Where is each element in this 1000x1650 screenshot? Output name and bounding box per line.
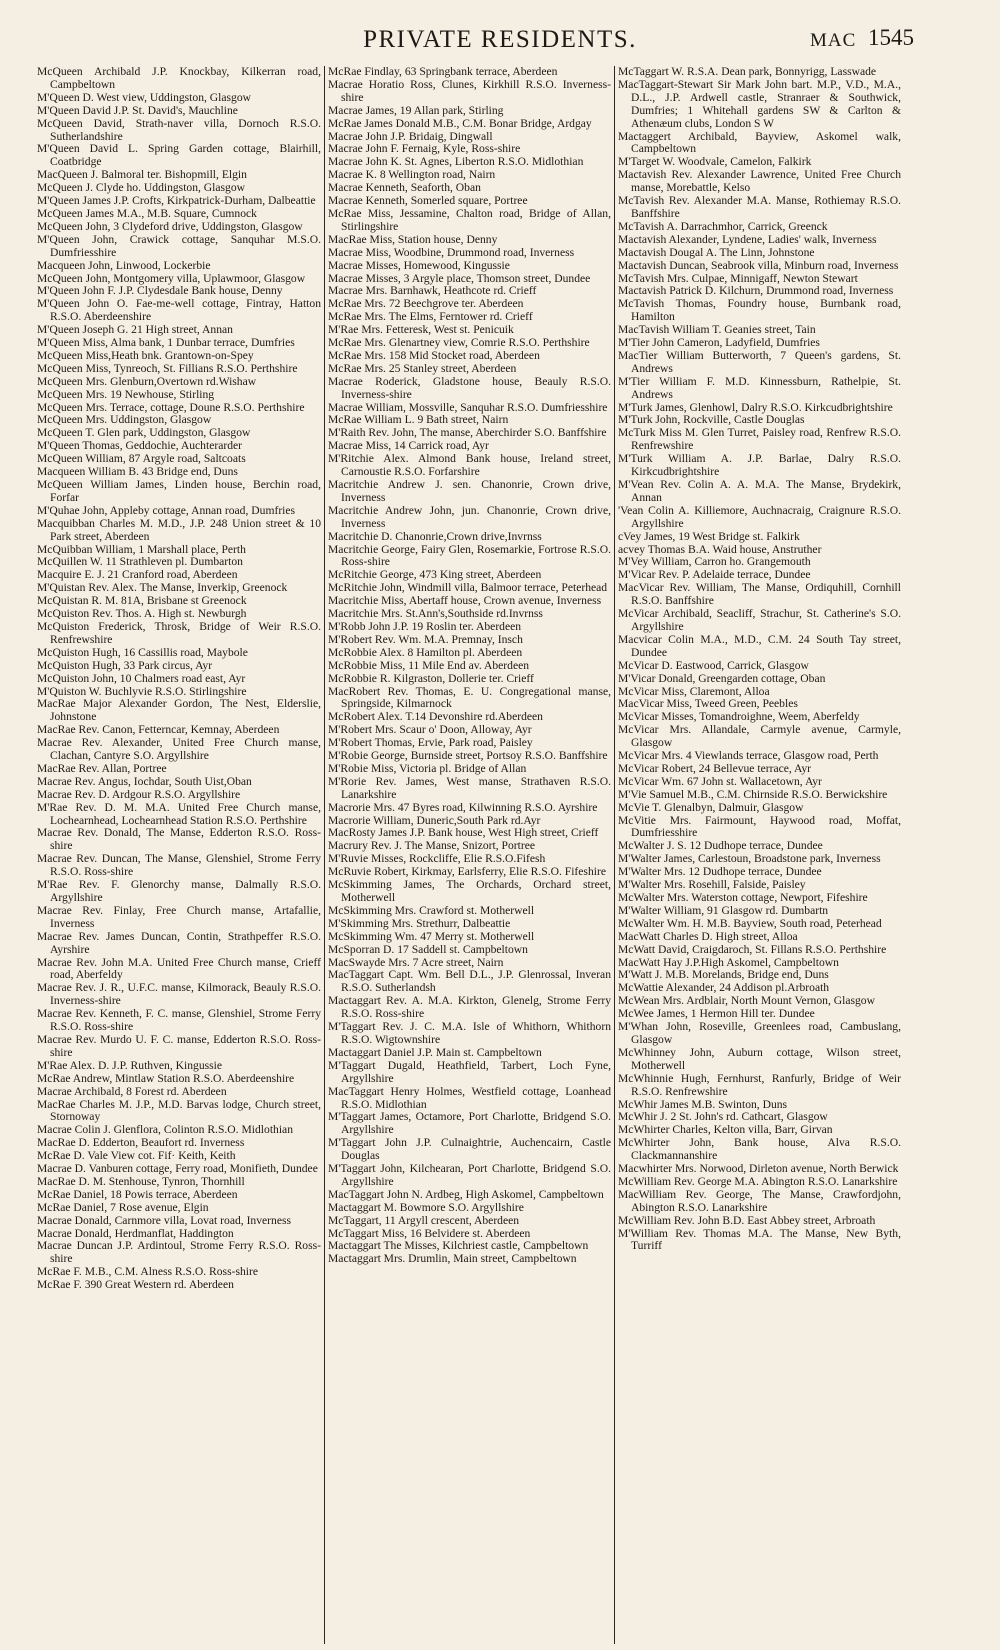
resident-entry: MacWilliam Rev. George, The Manse, Crawfordjohn, Abington R.S.O. Lanarkshire	[618, 1187, 901, 1214]
resident-entry: McRae Mrs. Glenartney view, Comrie R.S.O. Perthshire	[328, 336, 590, 350]
resident-entry: McRae Andrew, Mintlaw Station R.S.O. Aberdeenshire	[37, 1071, 295, 1085]
resident-entry: Macvicar Colin M.A., M.D., C.M. 24 South Tay street, Dundee	[618, 632, 901, 659]
resident-entry: M'Quhae John, Appleby cottage, Annan road, Dumfries	[37, 503, 296, 517]
resident-entry: Macritchie Andrew J. sen. Chanonrie, Crown drive, Inverness	[328, 478, 611, 504]
resident-entry: MacTaggart Henry Holmes, Westfield cottage, Loanhead R.S.O. Midlothian	[328, 1084, 611, 1111]
resident-entry: Mactaggart Daniel J.P. Main st. Campbeltown	[328, 1045, 542, 1059]
resident-entry: McWean Mrs. Ardblair, North Mount Vernon, Glasgow	[618, 994, 875, 1008]
resident-entry: Macrury Rev. J. The Manse, Snizort, Portree	[328, 839, 536, 853]
resident-entry: M'Walter James, Carlestoun, Broadstone park, Inverness	[618, 852, 881, 866]
resident-entry: MacRae Charles M. J.P., M.D. Barvas lodge, Church street, Stornoway	[37, 1097, 321, 1124]
resident-entry: M'Ritchie Alex. Almond Bank house, Ireland street, Carnoustie R.S.O. Forfarshire	[328, 452, 611, 479]
resident-entry: Mactavish Duncan, Seabrook villa, Minburn road, Inverness	[618, 258, 899, 272]
resident-entry: M'Queen John, Crawick cottage, Sanquhar M.S.O. Dumfriesshire	[37, 232, 321, 259]
resident-entry: M'Taggart James, Octamore, Port Charlotte, Bridgend S.O. Argyllshire	[328, 1110, 611, 1137]
resident-entry: M'Walter William, 91 Glasgow rd. Dumbartn	[618, 903, 829, 917]
resident-entry: McRae Mrs. 72 Beechgrove ter. Aberdeen	[328, 297, 524, 311]
resident-entry: McRae Mrs. 25 Stanley street, Aberdeen	[328, 361, 517, 375]
resident-entry: McQueen Mrs. 19 Newhouse, Stirling	[37, 387, 215, 401]
resident-entry: M'Queen David J.P. St. David's, Mauchline	[37, 103, 238, 117]
resident-entry: McWhinney John, Auburn cottage, Wilson street, Motherwell	[618, 1045, 901, 1072]
resident-entry: Mactavish Dougal A. The Linn, Johnstone	[618, 245, 815, 259]
resident-entry: Macrae Horatio Ross, Clunes, Kirkhill R.S.O. Inverness-shire	[328, 77, 611, 104]
resident-entry: McSkimming James, The Orchards, Orchard street, Motherwell	[328, 878, 611, 904]
resident-entry: Macrae James, 19 Allan park, Stirling	[328, 103, 504, 117]
resident-entry: Macrae Misses, 3 Argyle place, Thomson street, Dundee	[328, 271, 591, 285]
resident-entry: Macrorie William, Duneric,South Park rd.Ayr	[328, 813, 541, 827]
resident-entry: M'Skimming Mrs. Strethurr, Dalbeattie	[328, 916, 511, 930]
resident-entry: Macritchie George, Fairy Glen, Rosemarkie, Fortrose R.S.O. Ross-shire	[328, 542, 611, 569]
resident-entry: Macritchie Miss, Abertaff house, Crown avenue, Inverness	[328, 594, 602, 608]
resident-entry: MacTavish William T. Geanies street, Tain	[618, 323, 816, 337]
resident-entry: MacVicar Miss, Tweed Green, Peebles	[618, 697, 798, 711]
resident-entry: Macrae Misses, Homewood, Kingussie	[328, 258, 510, 272]
resident-entry: Macrae Roderick, Gladstone house, Beauly R.S.O. Inverness-shire	[328, 374, 611, 401]
resident-entry: McRuvie Robert, Kirkmay, Earlsferry, Elie R.S.O. Fifeshire	[328, 865, 606, 879]
resident-entry: McRae F. 390 Great Western rd. Aberdeen	[37, 1278, 234, 1292]
resident-entry: McQueen T. Glen park, Uddingston, Glasgow	[37, 426, 251, 440]
resident-entry: Mactavish Patrick D. Kilchurn, Drummond road, Inverness	[618, 284, 894, 298]
resident-entry: McQueen John, 3 Clydeford drive, Uddingston, Glasgow	[37, 219, 303, 233]
resident-entry: M'Turk James, Glenhowl, Dalry R.S.O. Kirkcudbrightshire	[618, 400, 893, 414]
resident-entry: McTavish A. Darrachmhor, Carrick, Greenck	[618, 219, 828, 233]
resident-entry: MacRae Major Alexander Gordon, The Nest, Elderslie, Johnstone	[37, 697, 321, 724]
resident-entry: McRae Miss, Jessamine, Chalton road, Bridge of Allan, Stirlingshire	[328, 206, 611, 233]
column-3	[614, 66, 904, 1644]
resident-entry: M'Queen James J.P. Crofts, Kirkpatrick-Durham, Dalbeattie	[37, 194, 316, 208]
resident-entry: McSporran D. 17 Saddell st. Campbeltown	[328, 942, 528, 956]
resident-entry: Mactaggart M. Bowmore S.O. Argyllshire	[328, 1200, 524, 1214]
resident-entry: acvey Thomas B.A. Waid house, Anstruther	[618, 542, 822, 556]
resident-entry: Macrae William, Mossville, Sanquhar R.S.O. Dumfriesshire	[328, 400, 608, 414]
resident-entry: McVicar Mrs. 4 Viewlands terrace, Glasgow road, Perth	[618, 749, 879, 763]
resident-entry: Macqueen John, Linwood, Lockerbie	[37, 258, 211, 272]
resident-entry: M'Vicar Rev. P. Adelaide terrace, Dundee	[618, 568, 811, 582]
resident-entry: Macrae Rev. Donald, The Manse, Edderton R.S.O. Ross-shire	[37, 826, 321, 853]
resident-entry: M'Queen David L. Spring Garden cottage, Blairhill, Coatbridge	[37, 142, 321, 169]
resident-entry: M'Rorie Rev. James, West manse, Strathaven R.S.O. Lanarkshire	[328, 774, 611, 801]
resident-entry: MacTaggart Capt. Wm. Bell D.L., J.P. Glenrossal, Inveran R.S.O. Sutherlandsh	[328, 968, 611, 995]
resident-entry: McRae Daniel, 7 Rose avenue, Elgin	[37, 1200, 209, 1214]
page-title: PRIVATE RESIDENTS.	[363, 26, 637, 53]
resident-entry: McWhinnie Hugh, Fernhurst, Ranfurly, Bridge of Weir R.S.O. Renfrewshire	[618, 1071, 901, 1098]
resident-entry: McQuiston Frederick, Throsk, Bridge of Weir R.S.O. Renfrewshire	[37, 619, 321, 646]
resident-entry: M'Whan John, Roseville, Greenlees road, Cambuslang, Glasgow	[618, 1020, 901, 1046]
resident-entry: MacWatt Hay J.P.High Askomel, Campbeltown	[618, 955, 839, 969]
resident-entry: M'Quiston W. Buchlyvie R.S.O. Stirlingshire	[37, 684, 247, 698]
resident-entry: McRitchie George, 473 King street, Aberdeen	[328, 568, 542, 582]
resident-entry: Macrae Mrs. Barnhawk, Heathcote rd. Crieff	[328, 284, 537, 298]
resident-entry: Macrae Rev. Alexander, United Free Church manse, Clachan, Cantyre S.O. Argyllshire	[37, 736, 321, 763]
resident-entry: McRae Mrs. 158 Mid Stocket road, Aberdeen	[328, 348, 540, 362]
resident-entry: M'Queen Thomas, Geddochie, Auchterarder	[37, 439, 243, 453]
resident-entry: Macrae Colin J. Glenflora, Colinton R.S.O. Midlothian	[37, 1123, 294, 1137]
resident-entry: M'Queen Miss, Alma bank, 1 Dunbar terrace, Dumfries	[37, 336, 295, 350]
resident-entry: Macquibban Charles M. M.D., J.P. 248 Union street & 10 Park street, Aberdeen	[37, 516, 321, 543]
resident-entry: Macritchie Andrew John, jun. Chanonrie, Crown drive, Inverness	[328, 503, 611, 530]
resident-entry: M'Watt J. M.B. Morelands, Bridge end, Duns	[618, 968, 829, 982]
resident-entry: Macrae John F. Fernaig, Kyle, Ross-shire	[328, 142, 521, 156]
resident-entry: McRae Daniel, 18 Powis terrace, Aberdeen	[37, 1187, 238, 1201]
resident-entry: McQuiston Rev. Thos. A. High st. Newburgh	[37, 607, 247, 621]
resident-entry: MacTaggart John N. Ardbeg, High Askomel, Campbeltown	[328, 1187, 604, 1201]
resident-entry: Macrae Donald, Carnmore villa, Lovat road, Inverness	[37, 1213, 292, 1227]
resident-entry: McWilliam Rev. George M.A. Abington R.S.O. Lanarkshire	[618, 1174, 898, 1188]
resident-entry: McQueen Archibald J.P. Knockbay, Kilkerran road, Campbeltown	[37, 66, 321, 91]
resident-entry: M'Robert Mrs. Scaur o' Doon, Alloway, Ayr	[328, 723, 532, 737]
resident-entry: McRae D. Vale View cot. Fif· Keith, Keith	[37, 1149, 236, 1163]
resident-entry: M'Target W. Woodvale, Camelon, Falkirk	[618, 155, 812, 169]
resident-entry: McRitchie John, Windmill villa, Balmoor terrace, Peterhead	[328, 581, 608, 595]
resident-entry: MacRae Rev. Canon, Fetterncar, Kemnay, Aberdeen	[37, 723, 280, 737]
page-header	[0, 20, 1000, 60]
resident-entry: McVicar Archibald, Seacliff, Strachur, St. Catherine's S.O. Argyllshire	[618, 607, 901, 633]
resident-entry: McWhirter Charles, Kelton villa, Barr, Girvan	[618, 1123, 833, 1137]
resident-entry: Mactaggart Rev. A. M.A. Kirkton, Glenelg, Strome Ferry R.S.O. Ross-shire	[328, 994, 611, 1021]
resident-entry: McVicar Mrs. Allandale, Carmyle avenue, Carmyle, Glasgow	[618, 723, 901, 750]
column-2	[324, 66, 614, 1644]
resident-entry: M'Rae Rev. F. Glenorchy manse, Dalmally R.S.O. Argyllshire	[37, 878, 321, 904]
resident-entry: Macrorie Mrs. 47 Byres road, Kilwinning R.S.O. Ayrshire	[328, 800, 598, 814]
resident-entry: McRobbie Miss, 11 Mile End av. Aberdeen	[328, 658, 530, 672]
resident-entry: McTaggart, 11 Argyll crescent, Aberdeen	[328, 1213, 520, 1227]
directory-columns	[34, 66, 926, 1644]
resident-entry: M'Rae Alex. D. J.P. Ruthven, Kingussie	[37, 1058, 223, 1072]
resident-entry: Macrae Rev. Finlay, Free Church manse, Artafallie, Inverness	[37, 903, 321, 930]
resident-entry: M'Queen John O. Fae-me-well cottage, Fintray, Hatton R.S.O. Aberdeenshire	[37, 297, 321, 324]
resident-entry: M'Vicar Donald, Greengarden cottage, Oban	[618, 671, 826, 685]
resident-entry: Macrae Kenneth, Somerled square, Portree	[328, 194, 528, 208]
resident-entry: McTurk Miss M. Glen Turret, Paisley road, Renfrew R.S.O. Renfrewshire	[618, 426, 901, 453]
resident-entry: Macrae Miss, Woodbine, Drummond road, Inverness	[328, 245, 575, 259]
resident-entry: McQuiston John, 10 Chalmers road east, Ayr	[37, 671, 246, 685]
resident-entry: McVicar Wm. 67 John st. Wallacetown, Ayr	[618, 774, 822, 788]
resident-entry: Mactavish Rev. Alexander Lawrence, United Free Church manse, Morebattle, Kelso	[618, 168, 901, 195]
resident-entry: McRobert Alex. T.14 Devonshire rd.Aberdeen	[328, 710, 543, 724]
resident-entry: McWalter J. S. 12 Dudhope terrace, Dundee	[618, 839, 823, 853]
resident-entry: M'Vey William, Carron ho. Grangemouth	[618, 555, 811, 569]
resident-entry: McRae James Donald M.B., C.M. Bonar Bridge, Ardgay	[328, 116, 592, 130]
resident-entry: Macrae Rev. Duncan, The Manse, Glenshiel, Strome Ferry R.S.O. Ross-shire	[37, 852, 321, 879]
resident-entry: Macqueen William B. 43 Bridge end, Duns	[37, 465, 238, 479]
resident-entry: McWhir J. 2 St. John's rd. Cathcart, Glasgow	[618, 1110, 828, 1124]
resident-entry: McVicar D. Eastwood, Carrick, Glasgow	[618, 658, 809, 672]
resident-entry: McVitie Mrs. Fairmount, Haywood road, Moffat, Dumfriesshire	[618, 813, 901, 840]
resident-entry: Macrae Duncan J.P. Ardintoul, Strome Ferry R.S.O. Ross-shire	[37, 1239, 321, 1266]
resident-entry: M'Robb John J.P. 19 Roslin ter. Aberdeen	[328, 619, 522, 633]
resident-entry: M'Walter Mrs. 12 Dudhope terrace, Dundee	[618, 865, 822, 879]
resident-entry: Macrae D. Vanburen cottage, Ferry road, Monifieth, Dundee	[37, 1162, 318, 1176]
resident-entry: M'Walter Mrs. Rosehill, Falside, Paisley	[618, 878, 806, 892]
resident-entry: M'Tier John Cameron, Ladyfield, Dumfries	[618, 336, 820, 350]
resident-entry: M'Ruvie Misses, Rockcliffe, Elie R.S.O.Fifesh	[328, 852, 546, 866]
resident-entry: M'Queen D. West view, Uddingston, Glasgow	[37, 90, 252, 104]
resident-entry: McWalter Wm. H. M.B. Bayview, South road, Peterhead	[618, 916, 882, 930]
resident-entry: Macrae Rev. James Duncan, Contin, Strathpeffer R.S.O. Ayrshire	[37, 929, 321, 956]
resident-entry: McQueen William, 87 Argyle road, Saltcoats	[37, 452, 246, 466]
resident-entry: MacRae Rev. Allan, Portree	[37, 761, 167, 775]
resident-entry: McTavish Rev. Alexander M.A. Manse, Rothiemay R.S.O. Banffshire	[618, 194, 901, 220]
resident-entry: cVey James, 19 West Bridge st. Falkirk	[618, 529, 800, 543]
resident-entry: McWatt David, Craigdaroch, St. Fillans R.S.O. Perthshire	[618, 942, 887, 956]
resident-entry: 'Vean Colin A. Killiemore, Auchnacraig, Craignure R.S.O. Argyllshire	[618, 503, 901, 530]
resident-entry: MacVicar Rev. William, The Manse, Ordiquhill, Cornhill R.S.O. Banffshire	[618, 581, 901, 608]
resident-entry: Macquire E. J. 21 Cranford road, Aberdeen	[37, 568, 238, 582]
resident-entry: MacRae D. Edderton, Beaufort rd. Inverness	[37, 1136, 245, 1150]
resident-entry: Mactaggart The Misses, Kilchriest castle, Campbeltown	[328, 1239, 589, 1253]
section-label: MAC	[810, 30, 857, 51]
resident-entry: McQueen Mrs. Uddingston, Glasgow	[37, 413, 212, 427]
resident-entry: Macrae Archibald, 8 Forest rd. Aberdeen	[37, 1084, 227, 1098]
resident-entry: McQuistan R. M. 81A, Brisbane st Greenock	[37, 594, 247, 608]
resident-entry: M'Taggart Dugald, Heathfield, Tarbert, Loch Fyne, Argyllshire	[328, 1058, 611, 1085]
resident-entry: Macrae Rev. Murdo U. F. C. manse, Edderton R.S.O. Ross-shire	[37, 1032, 321, 1059]
resident-entry: McQueen J. Clyde ho. Uddingston, Glasgow	[37, 181, 246, 195]
resident-entry: Macrae K. 8 Wellington road, Nairn	[328, 168, 496, 182]
resident-entry: McVicar Miss, Claremont, Alloa	[618, 684, 770, 698]
resident-entry: Mactaggart Mrs. Drumlin, Main street, Campbeltown	[328, 1252, 577, 1266]
resident-entry: M'Rae Mrs. Fetteresk, West st. Penicuik	[328, 323, 514, 337]
resident-entry: Macrae Rev. D. Ardgour R.S.O. Argyllshire	[37, 787, 241, 801]
resident-entry: M'Quistan Rev. Alex. The Manse, Inverkip, Greenock	[37, 581, 288, 595]
resident-entry: McTavish Mrs. Culpae, Minnigaff, Newton Stewart	[618, 271, 858, 285]
resident-entry: McWhirter John, Bank house, Alva R.S.O. Clackmannanshire	[618, 1136, 901, 1163]
resident-entry: McWattie Alexander, 24 Addison pl.Arbroath	[618, 981, 830, 995]
resident-entry: Mactavish Alexander, Lyndene, Ladies' walk, Inverness	[618, 232, 877, 246]
resident-entry: McQueen Miss,Heath bnk. Grantown-on-Spey	[37, 348, 254, 362]
resident-entry: McRobbie R. Kilgraston, Dollerie ter. Crieff	[328, 671, 534, 685]
resident-entry: M'Turk John, Rockville, Castle Douglas	[618, 413, 805, 427]
resident-entry: McRae Mrs. The Elms, Ferntower rd. Crieff	[328, 310, 533, 324]
resident-entry: MacRae D. M. Stenhouse, Tynron, Thornhill	[37, 1174, 245, 1188]
resident-entry: Macrae Kenneth, Seaforth, Oban	[328, 181, 481, 195]
resident-entry: McSkimming Wm. 47 Merry st. Motherwell	[328, 929, 535, 943]
resident-entry: Macrae Miss, 14 Carrick road, Ayr	[328, 439, 489, 453]
resident-entry: Macrae Donald, Herdmanflat, Haddington	[37, 1226, 234, 1240]
resident-entry: McQuiston Hugh, 33 Park circus, Ayr	[37, 658, 213, 672]
resident-entry: McWee James, 1 Hermon Hill ter. Dundee	[618, 1007, 815, 1021]
resident-entry: M'Queen John F. J.P. Clydesdale Bank house, Denny	[37, 284, 283, 298]
resident-entry: MacTaggart-Stewart Sir Mark John bart. M.P., V.D., M.A., D.L., J.P. Ardwell castle, Stranraer & Southwick, Dumfries; 1 Whitehall gardens SW & Carlton & Athenæum clubs, London S W	[618, 77, 901, 130]
resident-entry: M'Taggart Rev. J. C. M.A. Isle of Whithorn, Whithorn R.S.O. Wigtownshire	[328, 1020, 611, 1046]
resident-entry: McQueen Mrs. Terrace, cottage, Doune R.S.O. Perthshire	[37, 400, 305, 414]
resident-entry: Macrae John J.P. Bridaig, Dingwall	[328, 129, 493, 143]
resident-entry: McRobbie Alex. 8 Hamilton pl. Aberdeen	[328, 645, 523, 659]
resident-entry: McQuiston Hugh, 16 Cassillis road, Maybole	[37, 645, 248, 659]
resident-entry: M'Turk William A. J.P. Barlae, Dalry R.S.O. Kirkcudbrightshire	[618, 452, 901, 479]
resident-entry: McWilliam Rev. John B.D. East Abbey street, Arbroath	[618, 1213, 876, 1227]
resident-entry: McRae F. M.B., C.M. Alness R.S.O. Ross-shire	[37, 1265, 258, 1279]
resident-entry: Macrae Rev. Angus, Iochdar, South Uist,Oban	[37, 774, 252, 788]
resident-entry: M'Tier William F. M.D. Kinnessburn, Rathelpie, St. Andrews	[618, 374, 901, 401]
page-number: 1545	[868, 25, 914, 50]
resident-entry: McTavish Thomas, Foundry house, Burnbank road, Hamilton	[618, 297, 901, 324]
resident-entry: McWhir James M.B. Swinton, Duns	[618, 1097, 788, 1111]
resident-entry: MacRosty James J.P. Bank house, West High street, Crieff	[328, 826, 599, 840]
resident-entry: McTaggart W. R.S.A. Dean park, Bonnyrigg, Lasswade	[618, 66, 877, 78]
resident-entry: M'William Rev. Thomas M.A. The Manse, New Byth, Turriff	[618, 1226, 901, 1253]
resident-entry: McQueen James M.A., M.B. Square, Cumnock	[37, 206, 257, 220]
resident-entry: M'Queen Joseph G. 21 High street, Annan	[37, 323, 233, 337]
resident-entry: M'Robie Miss, Victoria pl. Bridge of Allan	[328, 761, 527, 775]
resident-entry: MacQueen J. Balmoral ter. Bishopmill, Elgin	[37, 168, 247, 182]
resident-entry: M'Robie George, Burnside street, Portsoy R.S.O. Banffshire	[328, 749, 608, 763]
resident-entry: McRae William L. 9 Bath street, Nairn	[328, 413, 509, 427]
resident-entry: Mactaggert Archibald, Bayview, Askomel walk, Campbeltown	[618, 129, 901, 156]
resident-entry: McSkimming Mrs. Crawford st. Motherwell	[328, 903, 535, 917]
resident-entry: MacTier William Butterworth, 7 Queen's gardens, St. Andrews	[618, 348, 901, 375]
resident-entry: McQueen David, Strath-naver villa, Dornoch R.S.O. Sutherlandshire	[37, 116, 321, 143]
resident-entry: M'Robert Thomas, Ervie, Park road, Paisley	[328, 736, 533, 750]
resident-entry: Macrae Rev. J. R., U.F.C. manse, Kilmorack, Beauly R.S.O. Inverness-shire	[37, 981, 321, 1008]
resident-entry: M'Taggart John, Kilchearan, Port Charlotte, Bridgend S.O. Argyllshire	[328, 1162, 611, 1188]
resident-entry: McQueen John, Montgomery villa, Uplawmoor, Glasgow	[37, 271, 306, 285]
resident-entry: MacWatt Charles D. High street, Alloa	[618, 929, 798, 943]
resident-entry: McVicar Misses, Tomandroighne, Weem, Aberfeldy	[618, 710, 860, 724]
resident-entry: MacRobert Rev. Thomas, E. U. Congregational manse, Springside, Kilmarnock	[328, 684, 611, 711]
resident-entry: McVicar Robert, 24 Bellevue terrace, Ayr	[618, 761, 811, 775]
resident-entry: Macwhirter Mrs. Norwood, Dirleton avenue, North Berwick	[618, 1162, 899, 1176]
resident-entry: McRae Findlay, 63 Springbank terrace, Aberdeen	[328, 66, 558, 78]
resident-entry: McWalter Mrs. Waterston cottage, Newport, Fifeshire	[618, 891, 868, 904]
resident-entry: MacSwayde Mrs. 7 Acre street, Nairn	[328, 955, 504, 969]
resident-entry: McQuillen W. 11 Strathleven pl. Dumbarton	[37, 555, 243, 569]
resident-entry: Macrae Rev. Kenneth, F. C. manse, Glenshiel, Strome Ferry R.S.O. Ross-shire	[37, 1007, 321, 1034]
resident-entry: M'Taggart John J.P. Culnaightrie, Auchencairn, Castle Douglas	[328, 1136, 611, 1163]
resident-entry: Macritchie D. Chanonrie,Crown drive,Invrnss	[328, 529, 542, 543]
resident-entry: Macrae John K. St. Agnes, Liberton R.S.O. Midlothian	[328, 155, 584, 169]
resident-entry: MacRae Miss, Station house, Denny	[328, 232, 498, 246]
column-1	[34, 66, 324, 1644]
resident-entry: M'Rae Rev. D. M. M.A. United Free Church manse, Lochearnhead, Lochearnhead Station R.S.O. Perthshire	[37, 800, 321, 827]
resident-entry: Macrae Rev. John M.A. United Free Church manse, Crieff road, Aberfeldy	[37, 955, 321, 982]
resident-entry: McQueen William James, Linden house, Berchin road, Forfar	[37, 478, 321, 504]
resident-entry: McQuibban William, 1 Marshall place, Perth	[37, 542, 246, 556]
resident-entry: M'Vie Samuel M.B., C.M. Chirnside R.S.O. Berwickshire	[618, 787, 888, 801]
resident-entry: M'Vean Rev. Colin A. A. M.A. The Manse, Brydekirk, Annan	[618, 478, 901, 504]
resident-entry: M'Robert Rev. Wm. M.A. Premnay, Insch	[328, 632, 523, 646]
resident-entry: McQueen Miss, Tynreoch, St. Fillians R.S.O. Perthshire	[37, 361, 298, 375]
resident-entry: McQueen Mrs. Glenburn,Overtown rd.Wishaw	[37, 374, 257, 388]
resident-entry: Macritchie Mrs. St.Ann's,Southside rd.Invrnss	[328, 607, 543, 621]
resident-entry: M'Raith Rev. John, The manse, Aberchirder S.O. Banffshire	[328, 426, 607, 440]
resident-entry: McTaggart Miss, 16 Belvidere st. Aberdeen	[328, 1226, 531, 1240]
resident-entry: McVie T. Glenalbyn, Dalmuir, Glasgow	[618, 800, 804, 814]
